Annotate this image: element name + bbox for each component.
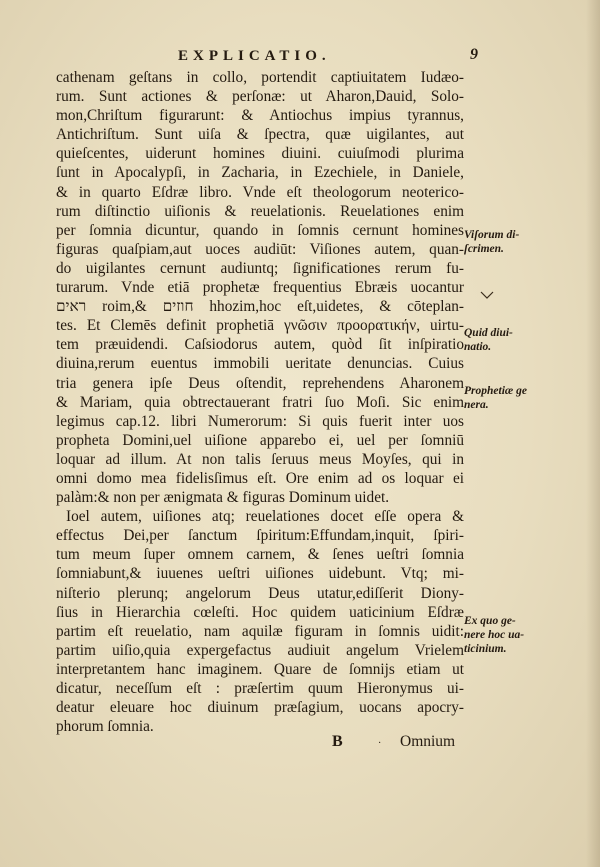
text-line: do uigilantes cernunt audiuntq; ſignificationes rerum fu- bbox=[56, 259, 464, 277]
text-line: deatur eleuare hoc diuinum præſagium, uocans apocry- bbox=[56, 699, 464, 717]
signature-mark: B bbox=[332, 733, 343, 750]
text-line: turarum. Vnde etiā prophetæ frequentius Ebræis uocantur bbox=[56, 279, 464, 297]
catchword: Omnium bbox=[400, 733, 456, 750]
text-line: & Mariam, quia obtrectauerant fratri ſuo Moſi. Sic enim bbox=[56, 393, 464, 411]
text-line: ſomniabunt,& iuuenes ueſtri uiſiones uidebunt. Vtq; mi- bbox=[56, 565, 464, 583]
text-line: Antichriſtum. Sunt uiſa & ſpectra, quæ uigilantes, aut bbox=[56, 126, 464, 144]
marginal-note bbox=[464, 614, 564, 656]
marginal-note-line: ticinium. bbox=[464, 643, 507, 655]
marginal-note-line: Quid diui- bbox=[464, 327, 513, 339]
marginal-note-line: Ex quo ge- bbox=[464, 615, 516, 627]
text-line: ſius in Hierarchia cœleſti. Hoc quidem uaticinium Eſdræ bbox=[56, 603, 464, 621]
text-line: Ioel autem, uiſiones atq; reuelationes docet eſſe opera & bbox=[66, 508, 464, 526]
text-line: quieſcentes, uiderunt homines diuini. cuiuſmodi plurima bbox=[56, 145, 464, 163]
text-line: mon,Chriſtum figurarunt: & Antiochus impius tyrannus, bbox=[56, 107, 464, 125]
text-line: propheta Domini,uel uiſione apparebo ei, uel per ſomniū bbox=[56, 431, 464, 449]
separator-dot: · bbox=[378, 738, 382, 749]
text-line: tum meum ſuper omnem carnem, & ſenes ueſtri ſomnia bbox=[56, 546, 464, 564]
text-line: figuras quaſpiam,aut uoces audiūt: Viſiones autem, quan- bbox=[56, 240, 464, 258]
text-line: tem præuidendi. Caſsiodorus autem, quòd ſit inſpiratio bbox=[56, 336, 464, 354]
text-line: interpretantem hanc imaginem. Quare de ſomnijs etiam ut bbox=[56, 660, 464, 678]
text-line: loquar ad illum. At non talis ſeruus meus Moyſes, qui in bbox=[56, 450, 464, 468]
text-line: tes. Et Clemēs definit prophetiā γνῶσιν προορατικήν, uirtu- bbox=[56, 317, 464, 335]
main-text-block bbox=[56, 68, 464, 736]
marginal-note bbox=[464, 228, 564, 256]
text-line: phorum ſomnia. bbox=[56, 718, 154, 736]
text-line: partim uiſio,quia expergefactus audiuit angelum Vrielem bbox=[56, 641, 464, 659]
text-line: effectus Dei,per ſanctum ſpiritum:Effundam,inquit, ſpiri- bbox=[56, 527, 464, 545]
marginal-note-line: natio. bbox=[464, 341, 492, 353]
marginal-note-line: Prophetiæ ge bbox=[464, 385, 527, 397]
text-line: rum diſtinctio uiſionis & reuelationis. Reuelationes enim bbox=[56, 202, 464, 220]
text-line: cathenam geſtans in collo, portendit captiuitatem Iudæo- bbox=[56, 69, 464, 86]
marginal-note-line: Viſorum di- bbox=[464, 229, 520, 241]
text-line: ראים roim,& חוזים hhozim,hoc eſt,uidetes, & cōteplan- bbox=[56, 298, 464, 316]
marginal-note-line: ſcrimen. bbox=[464, 243, 504, 255]
text-line: per ſomnia dicuntur, quando in ſomnis cernunt homines bbox=[56, 221, 464, 239]
text-line: diuina,rerum euentus immobili ueritate denuncias. Cuius bbox=[56, 355, 464, 373]
text-line: palàm:& non per ænigmata & figuras Dominum uidet. bbox=[56, 489, 390, 507]
text-line: omni domo mea fidelisſimus eſt. Ore enim ad os loquar ei bbox=[56, 469, 464, 487]
text-line: niſterio plerunq; angelorum Deus utatur,ediſſerit Diony- bbox=[56, 584, 464, 602]
running-head-title: EXPLICATIO. bbox=[178, 48, 331, 64]
running-head bbox=[178, 48, 478, 68]
text-line: tria genera ipſe Deus oſtendit, reprehendens Aharonem bbox=[56, 374, 464, 392]
text-line: ſunt in Apocalypſi, in Zacharia, in Ezechiele, in Daniele, bbox=[56, 164, 464, 182]
margin-mark-icon bbox=[480, 290, 494, 300]
text-line: & in quarto Eſdræ libro. Vnde eſt theologorum neoterico- bbox=[56, 183, 464, 201]
page-number: 9 bbox=[470, 46, 478, 63]
marginal-note bbox=[464, 384, 564, 412]
text-line: dicatur, neceſſum eſt : præſertim quum Hieronymus ui- bbox=[56, 680, 464, 697]
text-line: rum. Sunt actiones & perſonæ: ut Aharon,Dauid, Solo- bbox=[56, 88, 464, 106]
marginal-note bbox=[464, 326, 564, 354]
marginal-note-line: nere hoc ua- bbox=[464, 629, 525, 641]
text-line: partim eſt reuelatio, nam aquilæ figuram in ſomnis uidit: bbox=[56, 622, 464, 640]
text-line: legimus cap.12. libri Numerorum: Si quis fuerit inter uos bbox=[56, 412, 464, 430]
marginal-note-line: nera. bbox=[464, 399, 489, 411]
